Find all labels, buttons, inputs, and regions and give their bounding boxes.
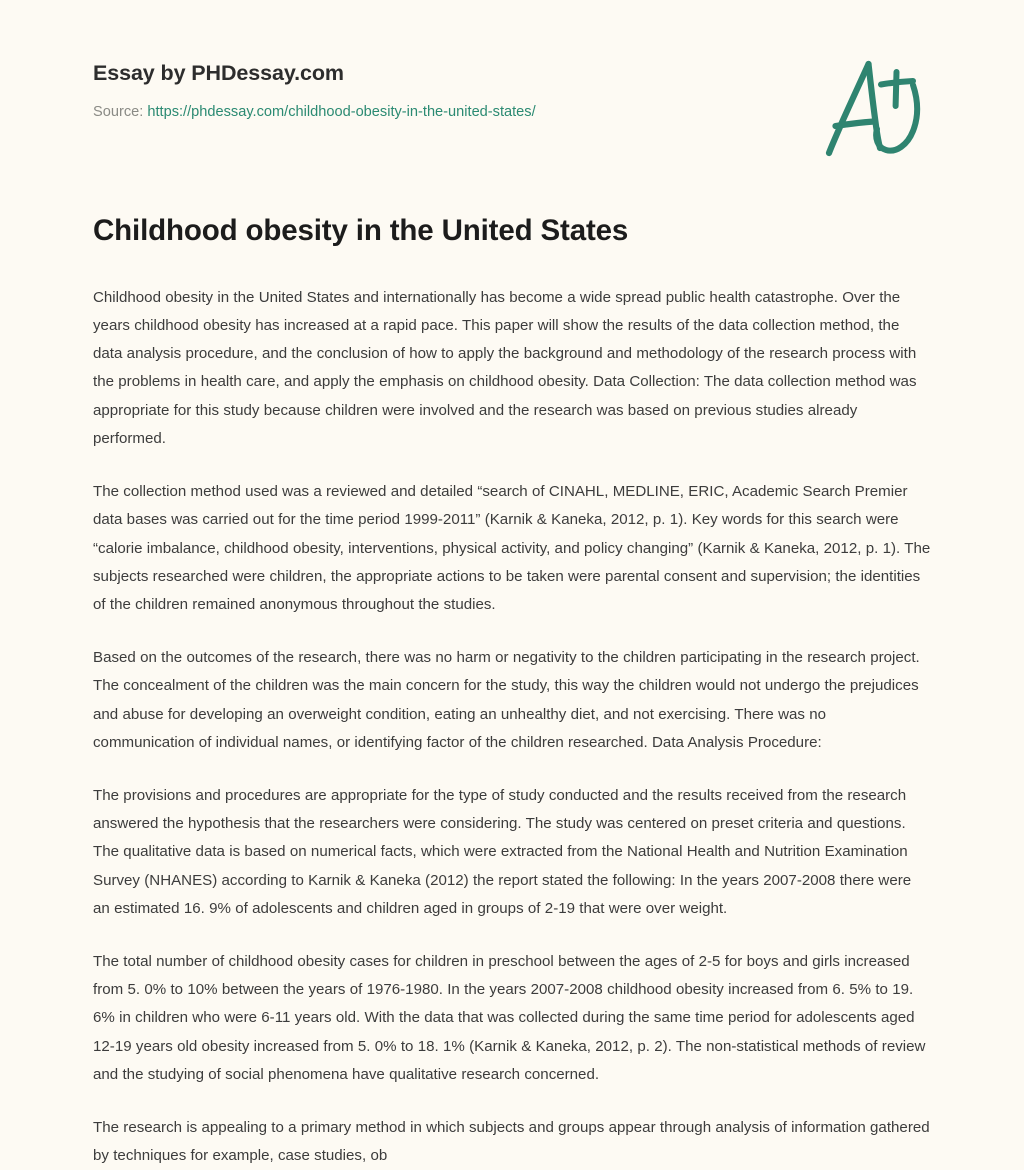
page-header	[0, 0, 1024, 190]
source-label: Source:	[93, 103, 144, 120]
paragraph: The provisions and procedures are appropriate for the type of study conducted and the results received from the research answered the hypothesis that the researchers were considering. The study was centered on preset criteria and questions. The qualitative data is based on numerical facts, which were extracted from the National Health and Nutrition Examination Survey (NHANES) according to Karnik & Kaneka (2012) the report stated the following: In the years 2007-2008 there were an estimated 16. 9% of adolescents and children aged in groups of 2-19 that were over weight.	[93, 786, 912, 917]
brand-block	[93, 61, 733, 122]
paragraph: The total number of childhood obesity cases for children in preschool between the ages of 2-5 for boys and girls increased from 5. 0% to 10% between the years of 1976-1980. In the years 2007-2008 childhood obesity increased from 6. 5% to 19. 6% in children who were 6-11 years old. With the data that was collected during the same time period for adolescents aged 12-19 years old obesity increased from 5. 0% to 18. 1% (Karnik & Kaneka, 2012, p. 2). The non-statistical methods of review and the studying of social phenomena have qualitative research concerned.	[93, 952, 926, 1083]
aplus-logo-icon	[812, 52, 932, 167]
aplus-logo-svg	[812, 52, 932, 167]
article-body	[93, 213, 931, 1170]
paragraph: The research is appealing to a primary method in which subjects and groups appear through analysis of information gathered by techniques for example, case studies, ob	[93, 1118, 930, 1165]
source-line	[93, 103, 733, 122]
page-title: Childhood obesity in the United States	[93, 214, 629, 247]
brand-title: Essay by PHDessay.com	[93, 61, 344, 85]
paragraph: Childhood obesity in the United States and internationally has become a wide spread public health catastrophe. Over the years childhood obesity has increased at a rapid pace. This paper will show the results of the data collection method, the data analysis procedure, and the conclusion of how to apply the background and methodology of the research process with the problems in health care, and apply the emphasis on childhood obesity. Data Collection: The data collection method was appropriate for this study because children were involved and the research was based on previous studies already performed.	[93, 288, 917, 447]
paragraph: The collection method used was a reviewed and detailed “search of CINAHL, MEDLINE, ERIC, Academic Search Premier data bases was carried out for the time period 1999-2011” (Karnik & Kaneka, 2012, p. 1). Key words for this search were “calorie imbalance, childhood obesity, interventions, physical activity, and policy changing” (Karnik & Kaneka, 2012, p. 1). The subjects researched were children, the appropriate actions to be taken were parental consent and supervision; the identities of the children remained anonymous throughout the studies.	[93, 483, 931, 613]
source-url-link[interactable]: https://phdessay.com/childhood-obesity-in-the-united-states/	[147, 103, 536, 120]
paragraph: Based on the outcomes of the research, there was no harm or negativity to the children participating in the research project. The concealment of the children was the main concern for the study, this way the children would not undergo the prejudices and abuse for developing an overweight condition, eating an unhealthy diet, and not exercising. There was no communication of individual names, or identifying factor of the children researched. Data Analysis Procedure:	[93, 649, 920, 751]
